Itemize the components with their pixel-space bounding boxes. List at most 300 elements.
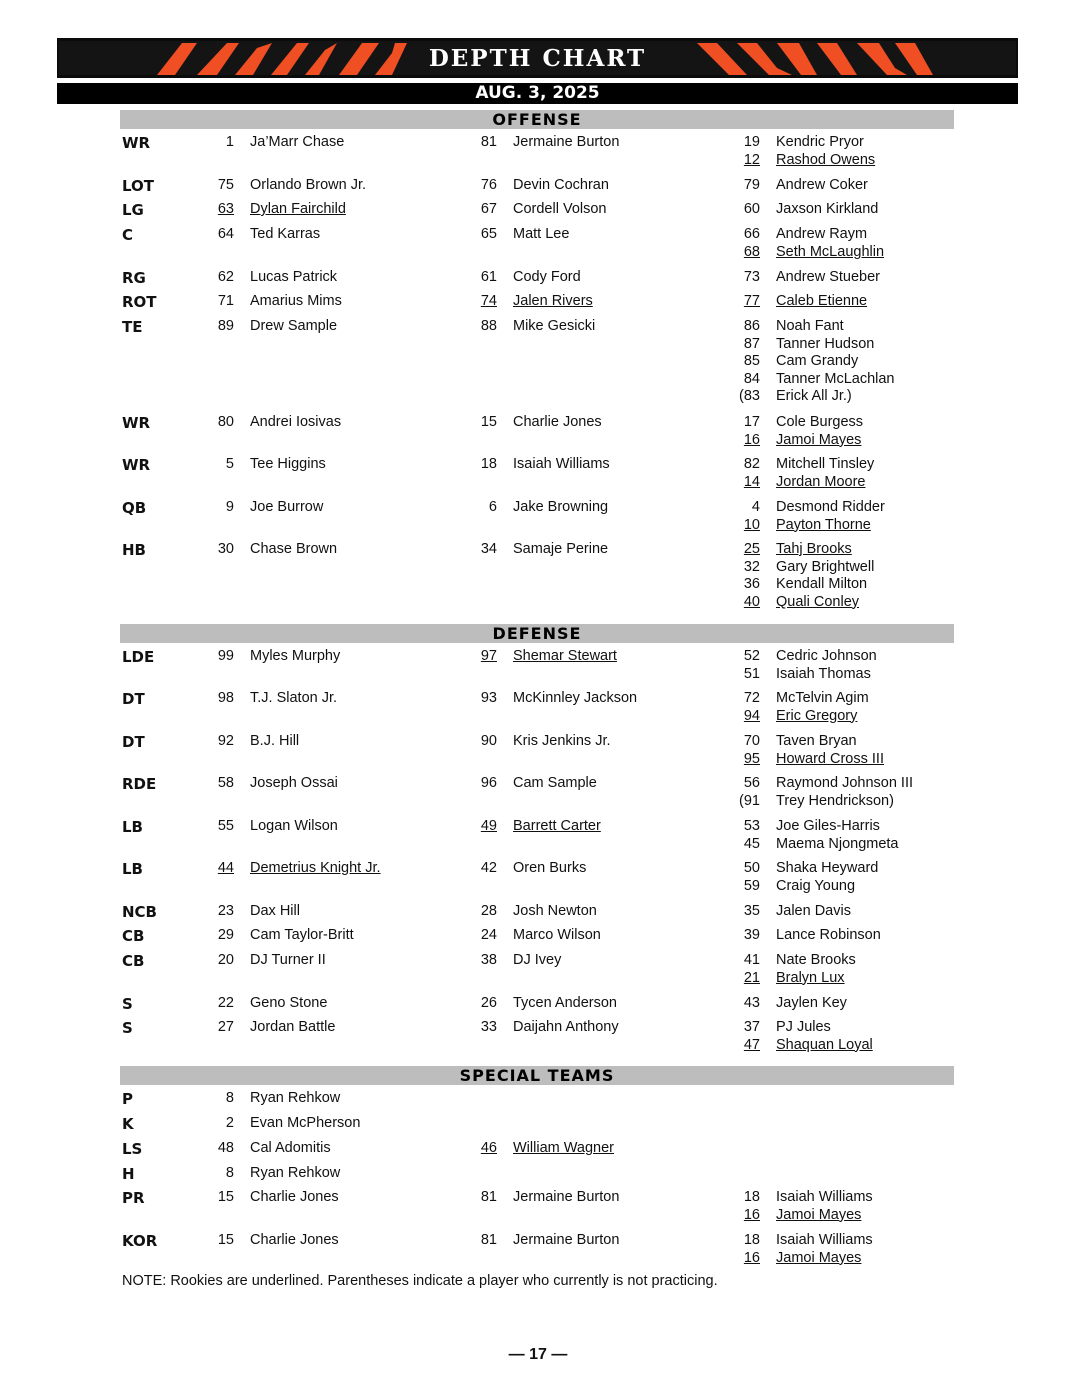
- depth-slot-c2: [443, 269, 673, 287]
- depth-slot-c3: [706, 1189, 936, 1224]
- depth-slot-c1: [180, 269, 410, 287]
- player-entry: [706, 177, 936, 195]
- jersey-number: 19: [743, 134, 760, 150]
- position-label: DT: [122, 690, 145, 708]
- player-entry: [706, 293, 936, 311]
- jersey-number: 43: [743, 995, 760, 1011]
- depth-slot-c3: [706, 927, 936, 945]
- player-name: Matt Lee: [513, 226, 570, 242]
- jersey-number: 30: [217, 541, 234, 557]
- depth-slot-c3: [706, 818, 936, 853]
- depth-slot-c1: [180, 318, 410, 336]
- position-label: KOR: [122, 1232, 158, 1250]
- player-name: Dax Hill: [250, 903, 300, 919]
- player-name: Jake Browning: [513, 499, 609, 515]
- player-entry: [443, 293, 673, 311]
- jersey-number: 71: [217, 293, 234, 309]
- player-name: McTelvin Agim: [776, 690, 869, 706]
- depth-slot-c1: [180, 775, 410, 793]
- jersey-number: 18: [480, 456, 497, 472]
- jersey-number: 28: [480, 903, 497, 919]
- depth-slot-c1: [180, 818, 410, 836]
- jersey-number: 74: [480, 293, 497, 309]
- depth-slot-c1: [180, 456, 410, 474]
- depth-slot-c3: [706, 1232, 936, 1267]
- player-name: Bralyn Lux: [776, 969, 845, 986]
- player-entry: [443, 690, 673, 708]
- jersey-number: 46: [480, 1140, 497, 1156]
- player-name: DJ Turner II: [250, 952, 326, 968]
- jersey-number: 52: [743, 648, 760, 664]
- jersey-number: 56: [743, 775, 760, 791]
- depth-slot-c1: [180, 1232, 410, 1250]
- position-label: TE: [122, 318, 143, 336]
- jersey-number: 29: [217, 927, 234, 943]
- player-name: Rashod Owens: [776, 151, 876, 168]
- player-name: Isaiah Williams: [513, 456, 610, 472]
- player-entry: [706, 690, 936, 708]
- depth-slot-c2: [443, 134, 673, 152]
- header-banner: [57, 38, 1018, 78]
- player-name: Cordell Volson: [513, 201, 607, 217]
- player-name: Lance Robinson: [776, 927, 881, 943]
- player-name: Devin Cochran: [513, 177, 609, 193]
- jersey-number: 99: [217, 648, 234, 664]
- depth-slot-c3: [706, 177, 936, 195]
- jersey-number: 73: [743, 269, 760, 285]
- player-name: Quali Conley: [776, 593, 860, 610]
- player-entry: [706, 152, 936, 170]
- player-entry: [706, 733, 936, 751]
- jersey-number: 25: [743, 541, 760, 557]
- player-name: Ryan Rehkow: [250, 1165, 341, 1181]
- position-label: H: [122, 1165, 135, 1183]
- depth-slot-c3: [706, 775, 936, 810]
- player-entry: [180, 1115, 410, 1133]
- jersey-number: 93: [480, 690, 497, 706]
- position-label: WR: [122, 456, 151, 474]
- player-entry: [706, 371, 936, 389]
- player-entry: [706, 648, 936, 666]
- player-name: Jermaine Burton: [513, 1189, 620, 1205]
- jersey-number: 15: [217, 1189, 234, 1205]
- jersey-number: 68: [743, 243, 760, 260]
- player-entry: [706, 201, 936, 219]
- depth-slot-c2: [443, 690, 673, 708]
- player-name: Daijahn Anthony: [513, 1019, 619, 1035]
- date-bar: AUG. 3, 2025: [57, 83, 1018, 104]
- depth-slot-c3: [706, 269, 936, 287]
- player-name: Gary Brightwell: [776, 558, 875, 575]
- player-name: Chase Brown: [250, 541, 338, 557]
- player-entry: [180, 860, 410, 878]
- jersey-number: 37: [743, 1019, 760, 1035]
- position-label: RG: [122, 269, 146, 287]
- jersey-number: 8: [225, 1090, 234, 1106]
- jersey-number: 4: [751, 499, 760, 515]
- jersey-number: 41: [743, 952, 760, 968]
- depth-slot-c1: [180, 995, 410, 1013]
- jersey-number: 98: [217, 690, 234, 706]
- player-entry: [180, 177, 410, 195]
- player-entry: [443, 1019, 673, 1037]
- jersey-number: 79: [743, 177, 760, 193]
- player-entry: [443, 1232, 673, 1250]
- player-name: Raymond Johnson III: [776, 775, 914, 791]
- depth-slot-c1: [180, 1115, 410, 1133]
- depth-slot-c2: [443, 995, 673, 1013]
- jersey-number: 66: [743, 226, 760, 242]
- player-name: Trey Hendrickson): [776, 792, 894, 809]
- player-entry: [443, 177, 673, 195]
- depth-slot-c3: [706, 860, 936, 895]
- depth-slot-c1: [180, 226, 410, 244]
- player-name: Shaquan Loyal: [776, 1036, 873, 1053]
- player-entry: [706, 1232, 936, 1250]
- jersey-number: 86: [743, 318, 760, 334]
- position-label: S: [122, 995, 133, 1013]
- player-entry: [443, 860, 673, 878]
- depth-slot-c2: [443, 177, 673, 195]
- player-entry: [443, 499, 673, 517]
- jersey-number: 16: [743, 431, 760, 448]
- jersey-number: 22: [217, 995, 234, 1011]
- player-entry: [180, 499, 410, 517]
- player-entry: [443, 456, 673, 474]
- player-entry: [443, 226, 673, 244]
- jersey-number: 85: [743, 353, 760, 370]
- player-name: Howard Cross III: [776, 750, 884, 767]
- player-entry: [443, 952, 673, 970]
- player-entry: [180, 1090, 410, 1108]
- position-label: LG: [122, 201, 144, 219]
- depth-slot-c1: [180, 903, 410, 921]
- depth-slot-c2: [443, 1140, 673, 1158]
- jersey-number: 89: [217, 318, 234, 334]
- position-label: C: [122, 226, 134, 244]
- player-name: Myles Murphy: [250, 648, 341, 664]
- player-entry: [706, 1207, 936, 1225]
- player-name: Logan Wilson: [250, 818, 338, 834]
- player-entry: [180, 995, 410, 1013]
- jersey-number: 24: [480, 927, 497, 943]
- depth-slot-c1: [180, 733, 410, 751]
- player-entry: [706, 1250, 936, 1268]
- depth-slot-c3: [706, 499, 936, 534]
- player-name: Eric Gregory: [776, 707, 858, 724]
- depth-slot-c2: [443, 226, 673, 244]
- player-entry: [706, 1189, 936, 1207]
- player-name: Jordan Battle: [250, 1019, 336, 1035]
- jersey-number: 51: [743, 665, 760, 682]
- player-entry: [706, 517, 936, 535]
- player-entry: [180, 903, 410, 921]
- depth-slot-c1: [180, 201, 410, 219]
- player-entry: [706, 226, 936, 244]
- player-entry: [180, 201, 410, 219]
- position-label: LB: [122, 860, 143, 878]
- player-entry: [180, 414, 410, 432]
- depth-slot-c2: [443, 414, 673, 432]
- player-name: PJ Jules: [776, 1019, 831, 1035]
- player-entry: [706, 353, 936, 371]
- jersey-number: 17: [743, 414, 760, 430]
- jersey-number: 1: [225, 134, 234, 150]
- player-name: Joe Giles-Harris: [776, 818, 880, 834]
- jersey-number: 76: [480, 177, 497, 193]
- jersey-number: 94: [743, 707, 760, 724]
- depth-slot-c2: [443, 318, 673, 336]
- depth-slot-c3: [706, 1019, 936, 1054]
- player-entry: [706, 499, 936, 517]
- player-entry: [706, 878, 936, 896]
- player-name: Jamoi Mayes: [776, 1249, 862, 1266]
- player-entry: [443, 1189, 673, 1207]
- player-entry: [180, 1189, 410, 1207]
- offense-section-header: OFFENSE: [120, 110, 954, 129]
- depth-slot-c3: [706, 318, 936, 406]
- jersey-number: 55: [217, 818, 234, 834]
- player-name: McKinnley Jackson: [513, 690, 638, 706]
- position-label: ROT: [122, 293, 157, 311]
- player-entry: [180, 269, 410, 287]
- page-number: — 17 —: [508, 1346, 568, 1363]
- jersey-number: 21: [743, 969, 760, 986]
- position-label: QB: [122, 499, 147, 517]
- player-entry: [706, 576, 936, 594]
- player-name: Geno Stone: [250, 995, 328, 1011]
- jersey-number: 38: [480, 952, 497, 968]
- position-label: K: [122, 1115, 134, 1133]
- player-name: Erick All Jr.): [776, 388, 852, 405]
- player-name: Kendric Pryor: [776, 134, 864, 150]
- position-label: CB: [122, 952, 145, 970]
- depth-slot-c3: [706, 414, 936, 449]
- jersey-number: 82: [743, 456, 760, 472]
- depth-slot-c2: [443, 952, 673, 970]
- player-entry: [706, 269, 936, 287]
- player-entry: [706, 594, 936, 612]
- player-name: Jalen Rivers: [513, 293, 593, 309]
- position-label: P: [122, 1090, 133, 1108]
- footnote: NOTE: Rookies are underlined. Parentheses indicate a player who currently is not practicing.: [122, 1273, 718, 1289]
- jersey-number: 44: [217, 860, 234, 876]
- jersey-number: 75: [217, 177, 234, 193]
- player-name: Cody Ford: [513, 269, 581, 285]
- jersey-number: 23: [217, 903, 234, 919]
- jersey-number: 40: [743, 593, 760, 610]
- player-entry: [180, 952, 410, 970]
- jersey-number: 63: [217, 201, 234, 217]
- depth-slot-c3: [706, 293, 936, 311]
- jersey-number: 50: [743, 860, 760, 876]
- player-name: Noah Fant: [776, 318, 844, 334]
- player-entry: [180, 648, 410, 666]
- depth-slot-c2: [443, 648, 673, 666]
- jersey-number: 70: [743, 733, 760, 749]
- player-name: Charlie Jones: [513, 414, 602, 430]
- page-title: DEPTH CHART: [428, 45, 647, 72]
- jersey-number: 90: [480, 733, 497, 749]
- position-label: HB: [122, 541, 146, 559]
- jersey-number: 87: [743, 335, 760, 352]
- position-label: WR: [122, 414, 151, 432]
- player-entry: [706, 793, 936, 811]
- jersey-number: 8: [225, 1165, 234, 1181]
- player-entry: [180, 1140, 410, 1158]
- player-entry: [180, 318, 410, 336]
- player-entry: [706, 860, 936, 878]
- depth-slot-c2: [443, 903, 673, 921]
- player-entry: [443, 995, 673, 1013]
- jersey-number: 42: [480, 860, 497, 876]
- position-label: PR: [122, 1189, 145, 1207]
- player-entry: [443, 134, 673, 152]
- jersey-number: 72: [743, 690, 760, 706]
- player-entry: [706, 388, 936, 406]
- player-name: Nate Brooks: [776, 952, 856, 968]
- player-entry: [180, 690, 410, 708]
- player-entry: [180, 733, 410, 751]
- player-name: Josh Newton: [513, 903, 597, 919]
- depth-slot-c1: [180, 1090, 410, 1108]
- player-entry: [706, 995, 936, 1013]
- jersey-number: 60: [743, 201, 760, 217]
- jersey-number: 64: [217, 226, 234, 242]
- player-name: Drew Sample: [250, 318, 338, 334]
- player-name: Kendall Milton: [776, 576, 868, 593]
- position-label: S: [122, 1019, 133, 1037]
- player-entry: [443, 775, 673, 793]
- position-label: NCB: [122, 903, 157, 921]
- player-entry: [706, 708, 936, 726]
- player-entry: [706, 818, 936, 836]
- player-name: Jordan Moore: [776, 473, 866, 490]
- player-name: Desmond Ridder: [776, 499, 885, 515]
- position-label: RDE: [122, 775, 157, 793]
- position-label: LS: [122, 1140, 143, 1158]
- player-name: Craig Young: [776, 877, 856, 894]
- depth-slot-c2: [443, 201, 673, 219]
- depth-slot-c1: [180, 499, 410, 517]
- jersey-number: 35: [743, 903, 760, 919]
- player-entry: [443, 648, 673, 666]
- depth-slot-c1: [180, 134, 410, 152]
- player-name: William Wagner: [513, 1140, 614, 1156]
- depth-slot-c2: [443, 499, 673, 517]
- player-entry: [443, 541, 673, 559]
- jersey-number: 97: [480, 648, 497, 664]
- depth-slot-c1: [180, 1189, 410, 1207]
- player-name: Ryan Rehkow: [250, 1090, 341, 1106]
- depth-slot-c2: [443, 927, 673, 945]
- player-name: DJ Ivey: [513, 952, 562, 968]
- position-label: WR: [122, 134, 151, 152]
- jersey-number: 81: [480, 1189, 497, 1205]
- jersey-number: 39: [743, 927, 760, 943]
- jersey-number: 2: [225, 1115, 234, 1131]
- player-entry: [706, 456, 936, 474]
- player-entry: [443, 927, 673, 945]
- depth-slot-c3: [706, 690, 936, 725]
- depth-slot-c1: [180, 1019, 410, 1037]
- depth-slot-c3: [706, 541, 936, 611]
- position-label: LOT: [122, 177, 155, 195]
- depth-slot-c2: [443, 293, 673, 311]
- jersey-number: 32: [743, 558, 760, 575]
- defense-section-header: DEFENSE: [120, 624, 954, 643]
- player-name: Cal Adomitis: [250, 1140, 331, 1156]
- jersey-number: (91: [739, 792, 760, 809]
- jersey-number: 15: [217, 1232, 234, 1248]
- player-name: Oren Burks: [513, 860, 587, 876]
- player-entry: [180, 456, 410, 474]
- player-entry: [443, 414, 673, 432]
- jersey-number: 12: [743, 151, 760, 168]
- player-name: Jamoi Mayes: [776, 1206, 862, 1223]
- depth-slot-c1: [180, 927, 410, 945]
- player-name: Marco Wilson: [513, 927, 601, 943]
- jersey-number: 36: [743, 576, 760, 593]
- jersey-number: 80: [217, 414, 234, 430]
- jersey-number: 96: [480, 775, 497, 791]
- jersey-number: 33: [480, 1019, 497, 1035]
- jersey-number: 6: [488, 499, 497, 515]
- depth-slot-c3: [706, 456, 936, 491]
- jersey-number: 58: [217, 775, 234, 791]
- player-entry: [706, 970, 936, 988]
- player-entry: [180, 1232, 410, 1250]
- player-entry: [706, 751, 936, 769]
- depth-slot-c3: [706, 201, 936, 219]
- jersey-number: 34: [480, 541, 497, 557]
- player-entry: [443, 201, 673, 219]
- player-name: Seth McLaughlin: [776, 243, 885, 260]
- player-name: Andrew Stueber: [776, 269, 880, 285]
- jersey-number: 65: [480, 226, 497, 242]
- jersey-number: 27: [217, 1019, 234, 1035]
- player-name: Kris Jenkins Jr.: [513, 733, 611, 749]
- player-entry: [180, 818, 410, 836]
- player-name: Cedric Johnson: [776, 648, 877, 664]
- player-entry: [706, 836, 936, 854]
- player-entry: [180, 226, 410, 244]
- depth-slot-c1: [180, 293, 410, 311]
- player-name: Isaiah Thomas: [776, 665, 871, 682]
- depth-slot-c2: [443, 1019, 673, 1037]
- depth-slot-c2: [443, 775, 673, 793]
- jersey-number: 77: [743, 293, 760, 309]
- player-name: Ted Karras: [250, 226, 321, 242]
- player-name: Cam Grandy: [776, 353, 859, 370]
- player-entry: [706, 903, 936, 921]
- jersey-number: 47: [743, 1036, 760, 1053]
- player-entry: [706, 432, 936, 450]
- player-name: Andrei Iosivas: [250, 414, 342, 430]
- player-name: Jaylen Key: [776, 995, 847, 1011]
- player-name: Samaje Perine: [513, 541, 609, 557]
- jersey-number: 67: [480, 201, 497, 217]
- player-entry: [180, 134, 410, 152]
- depth-slot-c2: [443, 733, 673, 751]
- player-entry: [180, 293, 410, 311]
- jersey-number: 48: [217, 1140, 234, 1156]
- player-entry: [706, 414, 936, 432]
- player-entry: [706, 336, 936, 354]
- player-name: Demetrius Knight Jr.: [250, 860, 381, 876]
- player-entry: [443, 318, 673, 336]
- jersey-number: 20: [217, 952, 234, 968]
